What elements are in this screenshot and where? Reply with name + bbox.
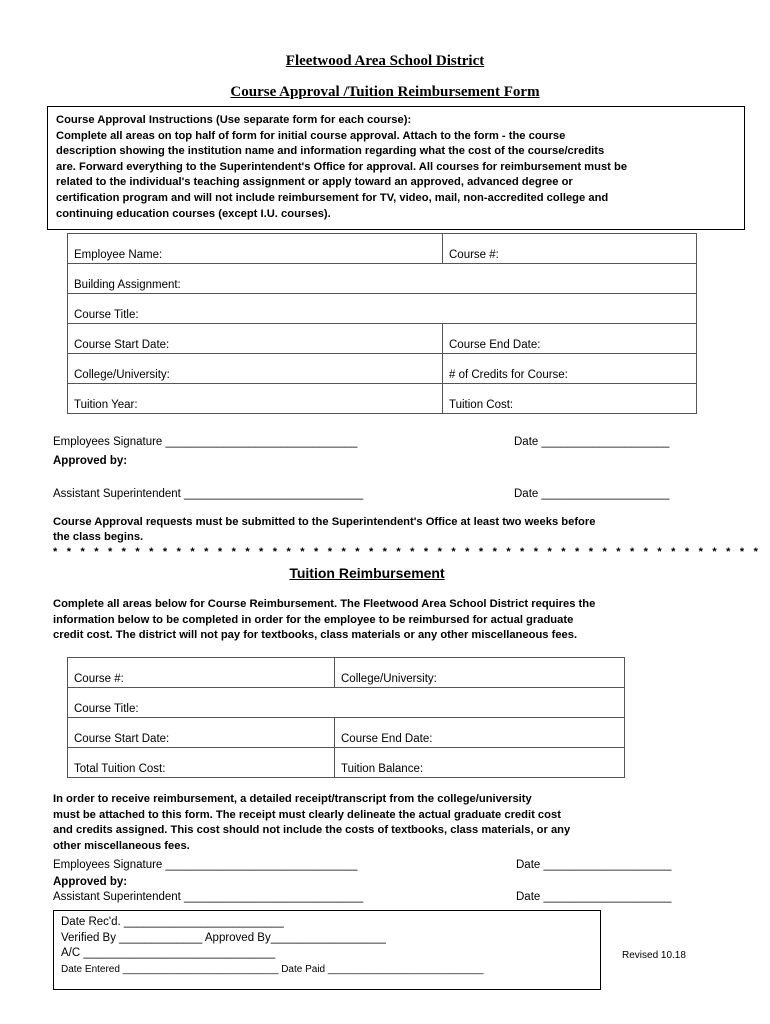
form-title: Course Approval /Tuition Reimbursement Form (230, 84, 540, 100)
date-line[interactable]: Date ____________________ (516, 891, 672, 903)
total-tuition-cost-field[interactable]: Total Tuition Cost: (68, 748, 335, 778)
section-divider: * * * * * * * * * * * * * * * * * * * * * * * * * * * * * * * * * * * * * * * * * * * * * * * * * * * * (53, 546, 762, 558)
receipt-line: In order to receive reimbursement, a detailed receipt/transcript from the college/university (53, 793, 532, 805)
course-title-field[interactable]: Course Title: (68, 688, 625, 718)
assistant-superintendent-line[interactable]: Assistant Superintendent ____________________________ (53, 891, 364, 903)
district-name: Fleetwood Area School District (285, 53, 485, 69)
submission-notice: the class begins. (53, 531, 144, 543)
office-use-box (53, 910, 601, 990)
course-end-date-field[interactable]: Course End Date: (443, 324, 697, 354)
course-approval-table (67, 233, 697, 414)
instructions-line: Course Approval Instructions (Use separate form for each course): (56, 114, 412, 126)
reimbursement-heading: Tuition Reimbursement (289, 565, 445, 581)
employee-signature-line[interactable]: Employees Signature ______________________________ (53, 436, 358, 448)
date-line[interactable]: Date ____________________ (514, 488, 670, 500)
course-start-date-field[interactable]: Course Start Date: (68, 718, 335, 748)
intro-line: Complete all areas below for Course Reimbursement. The Fleetwood Area School District requires the (53, 598, 596, 610)
date-received-line[interactable]: Date Rec'd. _________________________ (61, 916, 284, 928)
assistant-superintendent-line[interactable]: Assistant Superintendent ____________________________ (53, 488, 364, 500)
date-line[interactable]: Date ____________________ (516, 859, 672, 871)
account-code-line[interactable]: A/C ______________________________ (61, 947, 276, 959)
instructions-line: certification program and will not include reimbursement for TV, video, mail, non-accredited college and (56, 191, 609, 204)
college-university-field[interactable]: College/University: (68, 354, 443, 384)
receipt-line: must be attached to this form. The receipt must clearly delineate the actual graduate credit cost (53, 808, 561, 821)
instructions-line: Complete all areas on top half of form for initial course approval. Attach to the form - the course (56, 129, 566, 142)
course-number-field[interactable]: Course #: (443, 234, 697, 264)
intro-line: credit cost. The district will not pay for textbooks, class materials or any other miscellaneous fees. (53, 629, 578, 642)
submission-notice: Course Approval requests must be submitted to the Superintendent's Office at least two weeks before (53, 516, 596, 528)
receipt-line: and credits assigned. This cost should not include the costs of textbooks, class materials, or any (53, 824, 571, 837)
instructions-box (47, 106, 745, 230)
verified-approved-line[interactable]: Verified By _____________ Approved By__________________ (61, 931, 386, 944)
reimbursement-table (67, 657, 625, 778)
tuition-balance-field[interactable]: Tuition Balance: (335, 748, 625, 778)
intro-line: information below to be completed in order for the employee to be reimbursed for actual graduate (53, 613, 574, 626)
building-assignment-field[interactable]: Building Assignment: (68, 264, 697, 294)
employee-signature-line[interactable]: Employees Signature ______________________________ (53, 859, 358, 871)
employee-name-field[interactable]: Employee Name: (68, 234, 443, 264)
reimbursement-intro (53, 597, 685, 644)
approved-by-label: Approved by: (53, 455, 128, 467)
date-line[interactable]: Date ____________________ (514, 436, 670, 448)
tuition-cost-field[interactable]: Tuition Cost: (443, 384, 697, 414)
course-number-field[interactable]: Course #: (68, 658, 335, 688)
course-start-date-field[interactable]: Course Start Date: (68, 324, 443, 354)
college-university-field[interactable]: College/University: (335, 658, 625, 688)
instructions-line: description showing the institution name and information regarding what the cost of the course/credits (56, 145, 605, 158)
receipt-instructions (53, 792, 685, 854)
instructions-line: related to the individual's teaching assignment or apply toward an approved, advanced degree or (56, 176, 573, 189)
tuition-year-field[interactable]: Tuition Year: (68, 384, 443, 414)
date-entered-paid-line[interactable]: Date Entered ____________________________ Date Paid ____________________________ (61, 963, 484, 975)
instructions-line: are. Forward everything to the Superintendent's Office for approval. All courses for reimbursement must be (56, 160, 628, 173)
revision-label: Revised 10.18 (622, 950, 686, 961)
approved-by-label: Approved by: (53, 876, 128, 888)
credits-field[interactable]: # of Credits for Course: (443, 354, 697, 384)
course-end-date-field[interactable]: Course End Date: (335, 718, 625, 748)
course-title-field[interactable]: Course Title: (68, 294, 697, 324)
receipt-line: other miscellaneous fees. (53, 839, 190, 852)
instructions-line: continuing education courses (except I.U. courses). (56, 207, 331, 220)
